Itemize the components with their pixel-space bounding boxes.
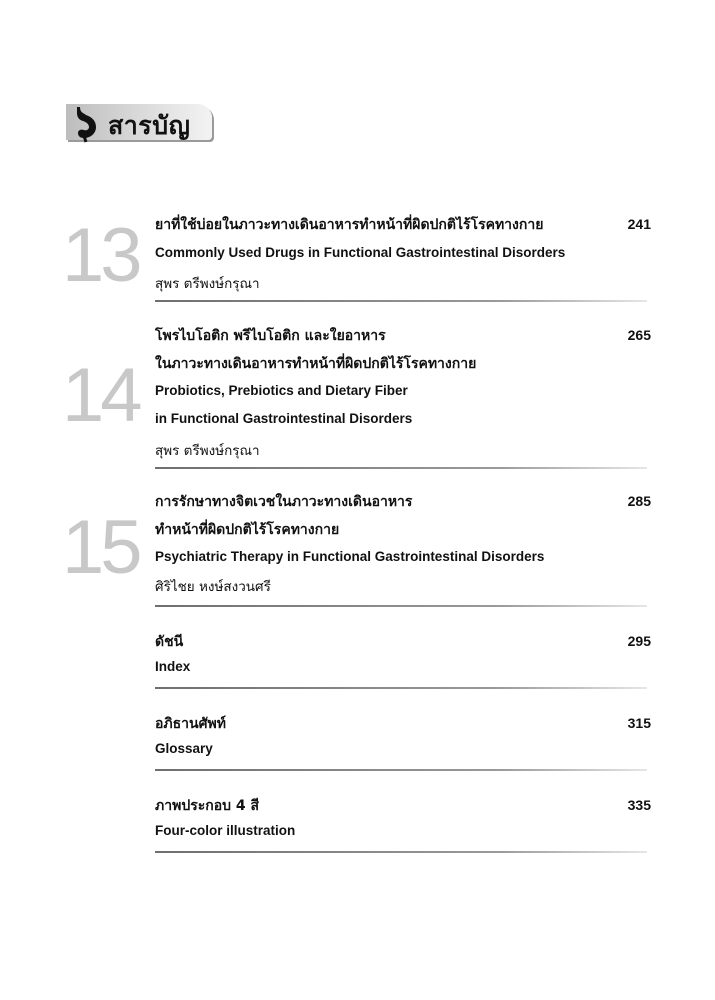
divider xyxy=(155,687,647,689)
entry-title-th: ภาพประกอบ 4 สี xyxy=(155,798,260,814)
entry-title-th: โพรไบโอติก พรีไบโอติก และใยอาหาร xyxy=(155,328,386,344)
entry-title-th: ดัชนี xyxy=(155,634,184,650)
entry-author: สุพร ตรีพงษ์กรุณา xyxy=(155,276,260,292)
chapter-number: 15 xyxy=(62,505,139,590)
entry-page-number: 285 xyxy=(627,493,651,509)
entry-title-en: Four-color illustration xyxy=(155,823,296,838)
entry-title-en: in Functional Gastrointestinal Disorders xyxy=(155,411,413,426)
toc-entry-14[interactable] xyxy=(155,325,651,461)
toc-entry-13[interactable] xyxy=(155,214,651,294)
entry-title-en: Glossary xyxy=(155,741,213,756)
entry-title-en: Psychiatric Therapy in Functional Gastrointestinal Disorders xyxy=(155,549,545,564)
entry-page-number: 335 xyxy=(627,797,651,813)
entry-title-th: ยาที่ใช้บ่อยในภาวะทางเดินอาหารทำหน้าที่ผิดปกติไร้โรคทางกาย xyxy=(155,217,544,233)
entry-title-th: การรักษาทางจิตเวชในภาวะทางเดินอาหาร xyxy=(155,494,413,510)
entry-title-th: ทำหน้าที่ผิดปกติไร้โรคทางกาย xyxy=(155,522,340,538)
toc-entry-glossary[interactable] xyxy=(155,713,651,763)
toc-entry-illustration[interactable] xyxy=(155,795,651,845)
entry-page-number: 241 xyxy=(627,216,651,232)
divider xyxy=(155,605,647,607)
entry-title-en: Probiotics, Prebiotics and Dietary Fiber xyxy=(155,383,408,398)
divider xyxy=(155,851,647,853)
divider xyxy=(155,769,647,771)
divider xyxy=(155,467,647,469)
chapter-number: 13 xyxy=(62,213,139,298)
toc-entry-index[interactable] xyxy=(155,631,651,681)
stomach-icon xyxy=(74,105,100,143)
toc-entry-15[interactable] xyxy=(155,491,651,599)
page-title: สารบัญ xyxy=(108,111,191,140)
entry-title-en: Index xyxy=(155,659,191,674)
entry-page-number: 265 xyxy=(627,327,651,343)
entry-title-th: ในภาวะทางเดินอาหารทำหน้าที่ผิดปกติไร้โรคทางกาย xyxy=(155,356,477,372)
divider xyxy=(155,300,647,302)
entry-page-number: 315 xyxy=(627,715,651,731)
chapter-number: 14 xyxy=(62,353,139,438)
entry-page-number: 295 xyxy=(627,633,651,649)
toc-header xyxy=(66,104,212,140)
entry-author: สุพร ตรีพงษ์กรุณา xyxy=(155,443,260,459)
entry-author: ศิริไชย หงษ์สงวนศรี xyxy=(155,579,271,595)
entry-title-en: Commonly Used Drugs in Functional Gastrointestinal Disorders xyxy=(155,245,566,260)
entry-title-th: อภิธานศัพท์ xyxy=(155,716,226,732)
